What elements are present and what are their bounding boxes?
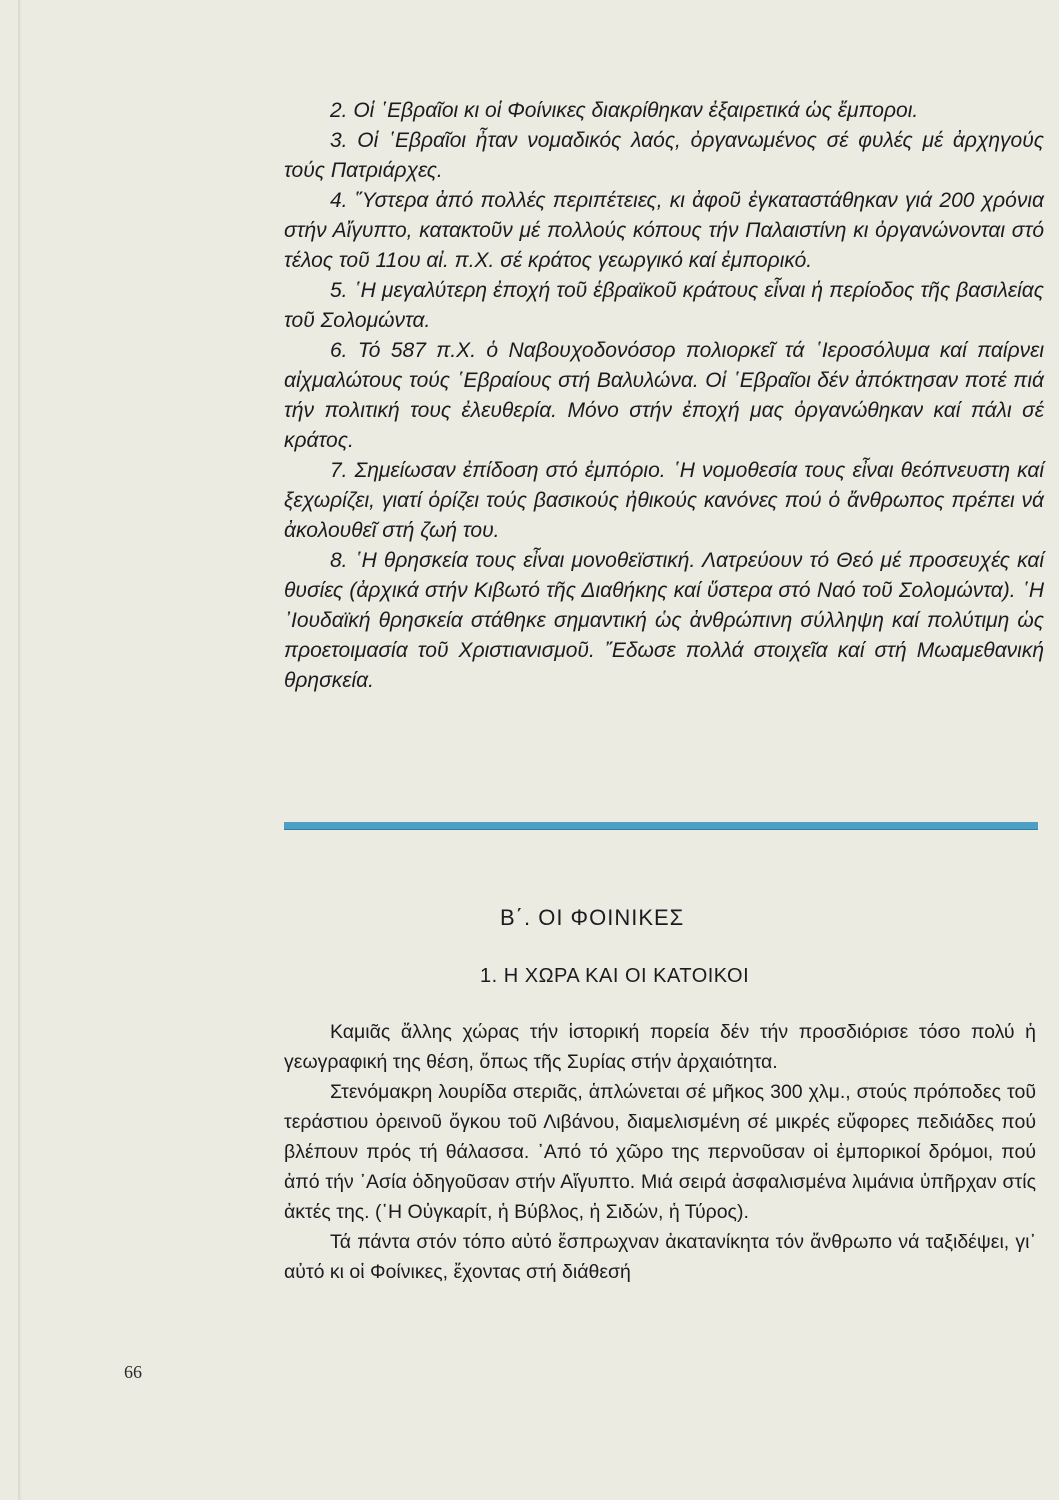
body-paragraph: Στενόμακρη λουρίδα στεριᾶς, ἁπλώνεται σέ μῆκος 300 χλμ., στούς πρόποδες τοῦ τεράστιου ὀρεινοῦ ὄγκου τοῦ Λιβάνου, διαμελισμένη σέ μικρές εὔφορες πεδιάδες πού βλέπουν πρός τή θάλασσα. ᾽Από τό χῶρο της περνοῦσαν οἱ ἐμπορικοί δρόμοι, πού ἀπό τήν ᾽Ασία ὁδηγοῦσαν στήν Αἴγυπτο. Μιά σειρά ἀσφαλισμένα λιμάνια ὑπῆρχαν στίς ἀκτές της. (῾Η Οὐγκαρίτ, ἡ Βύβλος, ἡ Σιδών, ἡ Τύρος).	[284, 1081, 1036, 1223]
body-paragraph: Τά πάντα στόν τόπο αὐτό ἔσπρωχναν ἀκατανίκητα τόν ἄνθρωπο νά ταξιδέψει, γι᾽ αὐτό κι οἱ Φοίνικες, ἔχοντας στή διάθεσή	[284, 1231, 1036, 1283]
summary-item-8: 8. ῾Η θρησκεία τους εἶναι μονοθεϊστική. Λατρεύουν τό Θεό μέ προσευχές καί θυσίες (ἀρχικά στήν Κιβωτό τῆς Διαθήκης καί ὕστερα στό Ναό τοῦ Σολομώντα). ῾Η ᾽Ιουδαϊκή θρησκεία στάθηκε σημαντική ὡς ἀνθρώπινη σύλληψη καί πολύτιμη ὡς προετοιμασία τοῦ Χριστιανισμοῦ. ῎Εδωσε πολλά στοιχεῖα καί στή Μωαμεθανική θρησκεία.	[284, 549, 1044, 692]
section-divider	[284, 822, 1038, 829]
body-paragraph: Καμιᾶς ἄλλης χώρας τήν ἱστορική πορεία δέν τήν προσδιόρισε τόσο πολύ ἡ γεωγραφική της θέση, ὅπως τῆς Συρίας στήν ἀρχαιότητα.	[284, 1021, 1036, 1073]
body-text	[284, 1017, 1036, 1287]
summary-item-2: 2. Οἱ ῾Εβραῖοι κι οἱ Φοίνικες διακρίθηκαν ἐξαιρετικά ὡς ἔμποροι.	[330, 99, 919, 122]
summary-item-4: 4. ῞Υστερα ἀπό πολλές περιπέτειες, κι ἀφοῦ ἐγκαταστάθηκαν γιά 200 χρόνια στήν Αἴγυπτο, κατακτοῦν μέ πολλούς κόπους τήν Παλαιστίνη κι ὀργανώνονται στό τέλος τοῦ 11ου αἰ. π.Χ. σέ κράτος γεωργικό καί ἐμπορικό.	[284, 189, 1044, 272]
section-title: Β΄. ΟΙ ΦΟΙΝΙΚΕΣ	[500, 905, 685, 930]
summary-item-3: 3. Οἱ ῾Εβραῖοι ἦταν νομαδικός λαός, ὀργανωμένος σέ φυλές μέ ἀρχηγούς τούς Πατριάρχες.	[284, 129, 1044, 182]
page-number: 66	[124, 1362, 142, 1382]
summary-item-6: 6. Τό 587 π.Χ. ὁ Ναβουχοδονόσορ πολιορκεῖ τά ῾Ιεροσόλυμα καί παίρνει αἰχμαλώτους τούς ῾Εβραίους στή Βαλυλώνα. Οἱ ῾Εβραῖοι δέν ἀπόκτησαν ποτέ πιά τήν πολιτική τους ἐλευθερία. Μόνο στήν ἐποχή μας ὀργανώθηκαν καί πάλι σέ κράτος.	[284, 339, 1044, 452]
subsection-title: 1. Η ΧΩΡΑ ΚΑΙ ΟΙ ΚΑΤΟΙΚΟΙ	[480, 965, 750, 987]
summary-item-7: 7. Σημείωσαν ἐπίδοση στό ἐμπόριο. ῾Η νομοθεσία τους εἶναι θεόπνευστη καί ξεχωρίζει, γιατί ὁρίζει τούς βασικούς ἠθικούς κανόνες πού ὁ ἄνθρωπος πρέπει νά ἀκολουθεῖ στή ζωή του.	[284, 459, 1044, 542]
page-edge-shadow	[18, 0, 22, 1500]
summary-item-5: 5. ῾Η μεγαλύτερη ἐποχή τοῦ ἑβραϊκοῦ κράτους εἶναι ἡ περίοδος τῆς βασιλείας τοῦ Σολομώντα.	[284, 279, 1044, 332]
numbered-summary	[284, 96, 1044, 696]
